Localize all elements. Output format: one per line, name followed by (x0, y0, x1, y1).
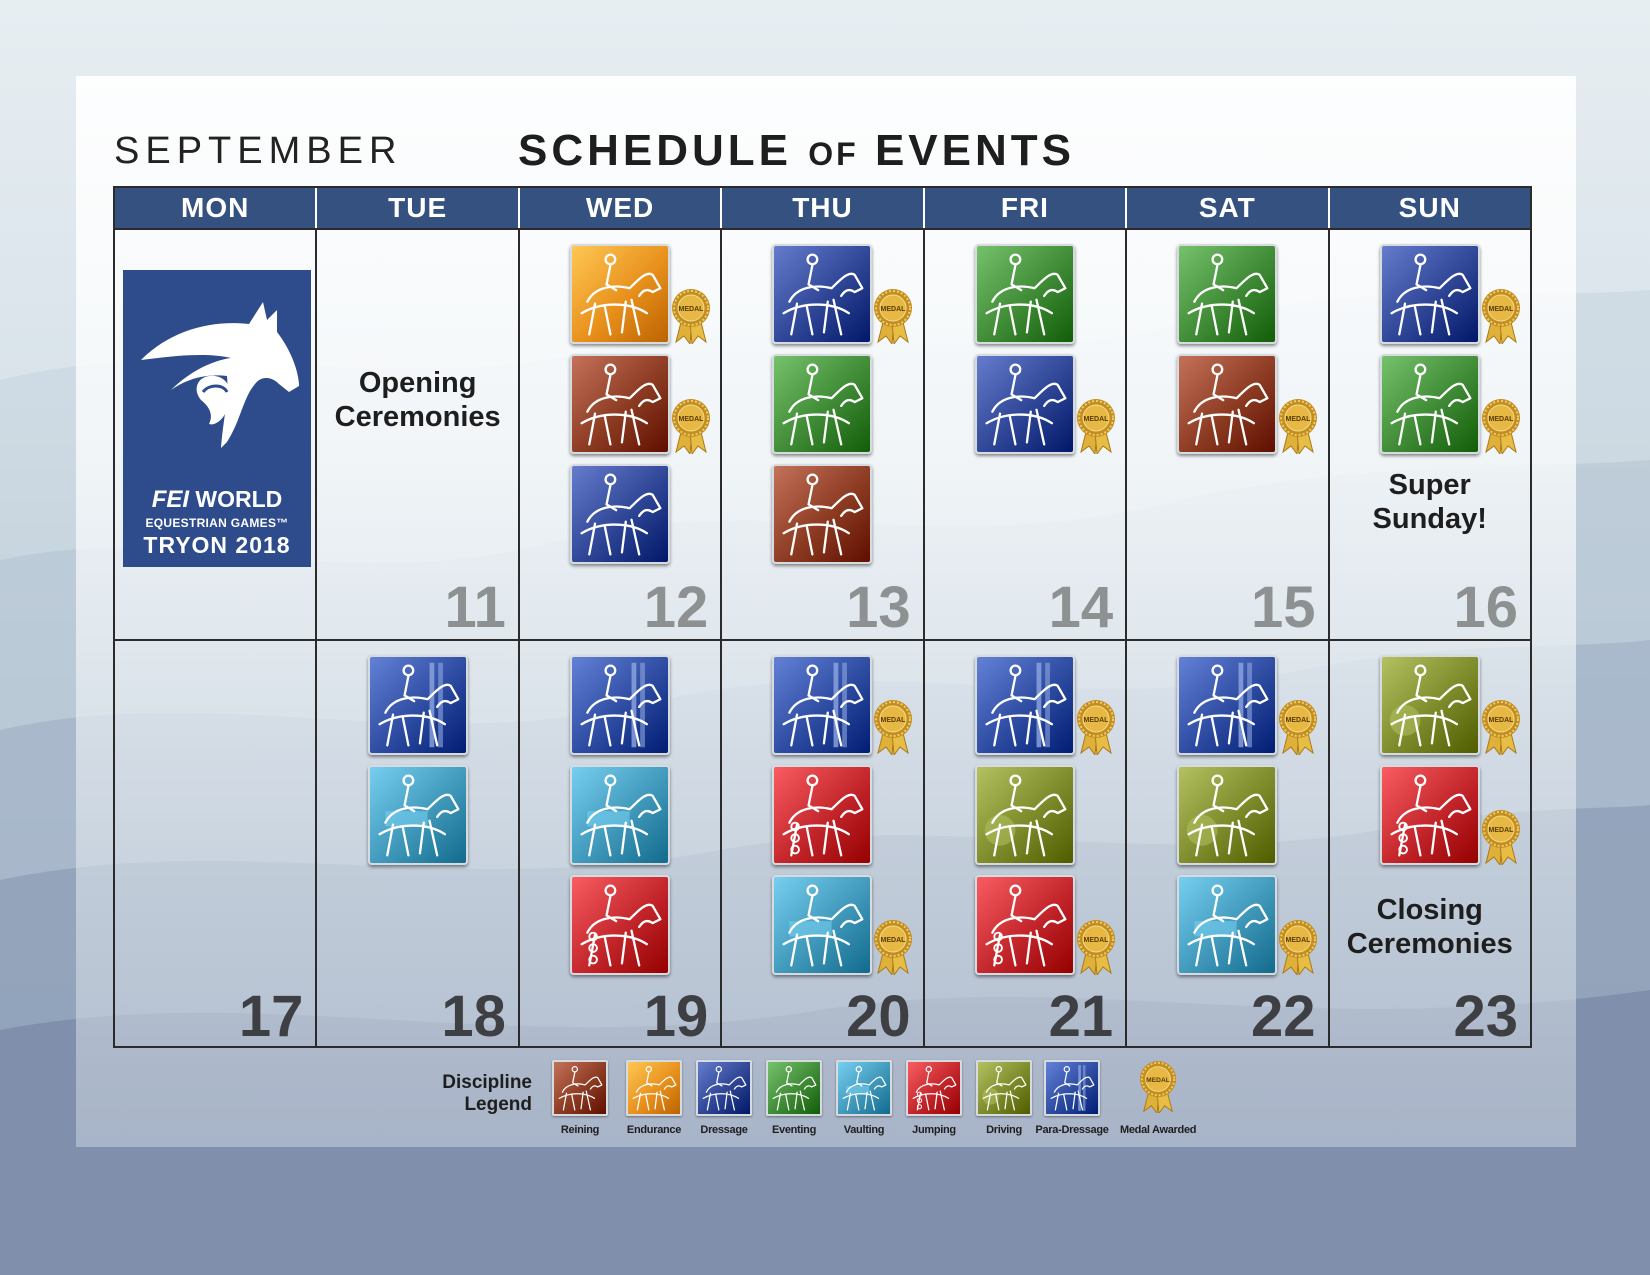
driving-icon (976, 1060, 1032, 1116)
medal-icon (872, 699, 914, 755)
medal-icon (1480, 809, 1522, 865)
weekday-wed: WED (520, 188, 722, 228)
medal-icon (670, 288, 712, 344)
jumping-icon (975, 875, 1075, 975)
medal-icon (1480, 288, 1522, 344)
event-para-dressage (975, 655, 1109, 755)
day-cell (1127, 641, 1329, 1048)
svg-text:MEDAL: MEDAL (881, 306, 906, 313)
event-icons (1127, 244, 1327, 454)
day-cell (317, 230, 519, 639)
endurance-icon (626, 1060, 682, 1116)
driving-icon (975, 765, 1075, 865)
eventing-icon (1177, 244, 1277, 344)
day-cell (520, 230, 722, 639)
svg-text:MEDAL: MEDAL (1083, 937, 1109, 944)
legend-label: Vaulting (843, 1124, 885, 1136)
event-vaulting (570, 765, 670, 865)
day-note-line1: Closing (1376, 894, 1483, 926)
svg-text:MEDAL: MEDAL (1285, 937, 1311, 944)
dressage-icon (772, 244, 872, 344)
date-number: 13 (846, 575, 911, 640)
legend-item-reining (542, 1060, 618, 1136)
event-dressage (772, 244, 906, 344)
legend-item-driving (966, 1060, 1042, 1136)
logo-brand: FEI (151, 486, 190, 513)
date-number: 22 (1251, 984, 1316, 1049)
medal-icon (872, 919, 914, 975)
svg-text:MEDAL: MEDAL (1083, 717, 1109, 724)
weekday-sun: SUN (1330, 188, 1530, 228)
week-row (115, 639, 1530, 1048)
day-note-line2: Ceremonies (1346, 928, 1513, 960)
event-para-dressage (368, 655, 468, 755)
event-jumping (570, 875, 670, 975)
vaulting-icon (368, 765, 468, 865)
medal-icon (1277, 398, 1319, 454)
event-driving (1380, 655, 1514, 755)
event-reining (1177, 354, 1311, 454)
date-number: 21 (1048, 984, 1114, 1049)
day-cell (925, 230, 1127, 639)
day-note (1330, 468, 1530, 536)
vaulting-icon (772, 875, 872, 975)
date-number: 14 (1048, 575, 1114, 640)
legend-item-eventing (756, 1060, 832, 1136)
legend-item-para-dressage (1034, 1060, 1110, 1136)
month-title: SEPTEMBER (114, 130, 403, 172)
legend-label: Reining (560, 1124, 600, 1136)
svg-text:MEDAL: MEDAL (1285, 416, 1311, 423)
event-icons (925, 655, 1125, 975)
reining-icon (552, 1060, 608, 1116)
date-number: 19 (643, 984, 709, 1049)
event-driving (975, 765, 1075, 865)
event-jumping (1380, 765, 1514, 865)
vaulting-icon (570, 765, 670, 865)
legend-item-medal (1120, 1060, 1196, 1136)
medal-icon (1138, 1060, 1178, 1116)
event-vaulting (772, 875, 906, 975)
reining-icon (772, 464, 872, 564)
legend-title-line1: Discipline (442, 1072, 532, 1093)
jumping-icon (570, 875, 670, 975)
event-icons (722, 655, 922, 975)
para-dressage-icon (570, 655, 670, 755)
legend-title (432, 1072, 532, 1116)
date-number: 20 (846, 984, 911, 1049)
jumping-icon (1380, 765, 1480, 865)
day-note (1330, 893, 1530, 961)
event-icons (1330, 244, 1530, 454)
logo-line1 (123, 486, 311, 514)
endurance-icon (570, 244, 670, 344)
day-cell (115, 641, 317, 1048)
reining-icon (1177, 354, 1277, 454)
day-note-line2: Ceremonies (334, 401, 501, 433)
legend-item-dressage (686, 1060, 762, 1136)
day-cell (722, 641, 924, 1048)
logo-line2: EQUESTRIAN GAMES™ (145, 516, 289, 530)
medal-icon (1480, 699, 1522, 755)
para-dressage-icon (1177, 655, 1277, 755)
day-cell (115, 230, 317, 639)
event-dressage (570, 464, 670, 564)
medal-icon (1480, 398, 1522, 454)
svg-text:MEDAL: MEDAL (1488, 717, 1514, 724)
event-icons (317, 655, 517, 865)
date-number: 15 (1251, 575, 1316, 640)
logo-line3: TRYON 2018 (143, 532, 291, 558)
event-icons (925, 244, 1125, 454)
day-cell (317, 641, 519, 1048)
reining-icon (570, 354, 670, 454)
eventing-icon (772, 354, 872, 454)
event-icons (1127, 655, 1327, 975)
driving-icon (1380, 655, 1480, 755)
legend-label: Medal Awarded (1120, 1124, 1197, 1136)
title-of: OF (808, 136, 859, 172)
discipline-legend (420, 1060, 1240, 1146)
event-icons (722, 244, 922, 564)
day-cell (520, 641, 722, 1048)
vaulting-icon (836, 1060, 892, 1116)
driving-icon (1177, 765, 1277, 865)
jumping-icon (906, 1060, 962, 1116)
dressage-icon (1380, 244, 1480, 344)
day-cell (1330, 230, 1530, 639)
svg-text:MEDAL: MEDAL (881, 717, 906, 724)
medal-icon (1075, 398, 1117, 454)
weekday-tue: TUE (317, 188, 519, 228)
event-reining (570, 354, 704, 454)
eventing-icon (975, 244, 1075, 344)
dressage-icon (570, 464, 670, 564)
legend-item-vaulting (826, 1060, 902, 1136)
fei-world-equestrian-games-logo (123, 270, 311, 567)
svg-text:MEDAL: MEDAL (1488, 306, 1514, 313)
svg-text:MEDAL: MEDAL (1488, 827, 1514, 834)
day-cell (722, 230, 924, 639)
legend-item-jumping (896, 1060, 972, 1136)
eventing-icon (766, 1060, 822, 1116)
event-vaulting (368, 765, 468, 865)
legend-label: Eventing (771, 1124, 817, 1136)
para-dressage-icon (772, 655, 872, 755)
event-reining (772, 464, 872, 564)
legend-label: Endurance (626, 1124, 682, 1136)
weekday-thu: THU (722, 188, 924, 228)
event-para-dressage (570, 655, 670, 755)
event-eventing (1177, 244, 1277, 344)
horse-and-rider-logo-icon (131, 280, 303, 460)
dressage-icon (696, 1060, 752, 1116)
date-number: 17 (238, 984, 304, 1049)
weekday-header-row (115, 188, 1530, 228)
svg-text:MEDAL: MEDAL (678, 416, 704, 423)
event-icons (520, 244, 720, 564)
medal-icon (670, 398, 712, 454)
event-jumping (772, 765, 872, 865)
para-dressage-icon (368, 655, 468, 755)
date-number: 23 (1453, 984, 1518, 1049)
legend-item-endurance (616, 1060, 692, 1136)
date-number: 12 (643, 575, 709, 640)
svg-text:MEDAL: MEDAL (1146, 1076, 1170, 1084)
jumping-icon (772, 765, 872, 865)
event-driving (1177, 765, 1277, 865)
day-note-line1: Super (1388, 469, 1471, 501)
medal-icon (1075, 699, 1117, 755)
event-eventing (772, 354, 872, 454)
calendar-grid (113, 186, 1532, 1048)
page-title (518, 126, 1075, 176)
date-number: 18 (441, 984, 506, 1049)
date-number: 11 (444, 575, 506, 640)
svg-text:MEDAL: MEDAL (881, 937, 906, 944)
vaulting-icon (1177, 875, 1277, 975)
legend-label: Driving (986, 1124, 1022, 1136)
event-dressage (975, 354, 1109, 454)
event-vaulting (1177, 875, 1311, 975)
para-dressage-icon (1044, 1060, 1100, 1116)
weekday-sat: SAT (1127, 188, 1329, 228)
event-eventing (1380, 354, 1514, 454)
weekday-fri: FRI (925, 188, 1127, 228)
legend-label: Jumping (912, 1124, 956, 1136)
medal-icon (1277, 919, 1319, 975)
para-dressage-icon (975, 655, 1075, 755)
medal-icon (872, 288, 914, 344)
svg-text:MEDAL: MEDAL (1083, 416, 1109, 423)
dressage-icon (975, 354, 1075, 454)
day-note-line2: Sunday! (1372, 503, 1487, 535)
day-note (317, 366, 517, 434)
svg-text:MEDAL: MEDAL (1285, 717, 1311, 724)
title-events: EVENTS (874, 126, 1075, 175)
event-para-dressage (1177, 655, 1311, 755)
legend-label: Para-Dressage (1035, 1124, 1109, 1136)
eventing-icon (1380, 354, 1480, 454)
day-cell (1127, 230, 1329, 639)
date-number: 16 (1453, 575, 1518, 640)
legend-label: Dressage (700, 1124, 748, 1136)
event-para-dressage (772, 655, 906, 755)
event-endurance (570, 244, 704, 344)
event-icons (520, 655, 720, 975)
svg-text:MEDAL: MEDAL (678, 306, 704, 313)
day-note-line1: Opening (358, 367, 477, 399)
svg-text:MEDAL: MEDAL (1488, 416, 1514, 423)
logo-world: WORLD (195, 486, 283, 512)
event-jumping (975, 875, 1109, 975)
legend-title-line2: Legend (464, 1094, 532, 1115)
weekday-mon: MON (115, 188, 317, 228)
week-row (115, 228, 1530, 639)
medal-icon (1075, 919, 1117, 975)
event-dressage (1380, 244, 1514, 344)
title-schedule: SCHEDULE (518, 126, 793, 175)
day-cell (925, 641, 1127, 1048)
event-icons (1330, 655, 1530, 865)
medal-icon (1277, 699, 1319, 755)
event-eventing (975, 244, 1075, 344)
day-cell (1330, 641, 1530, 1048)
